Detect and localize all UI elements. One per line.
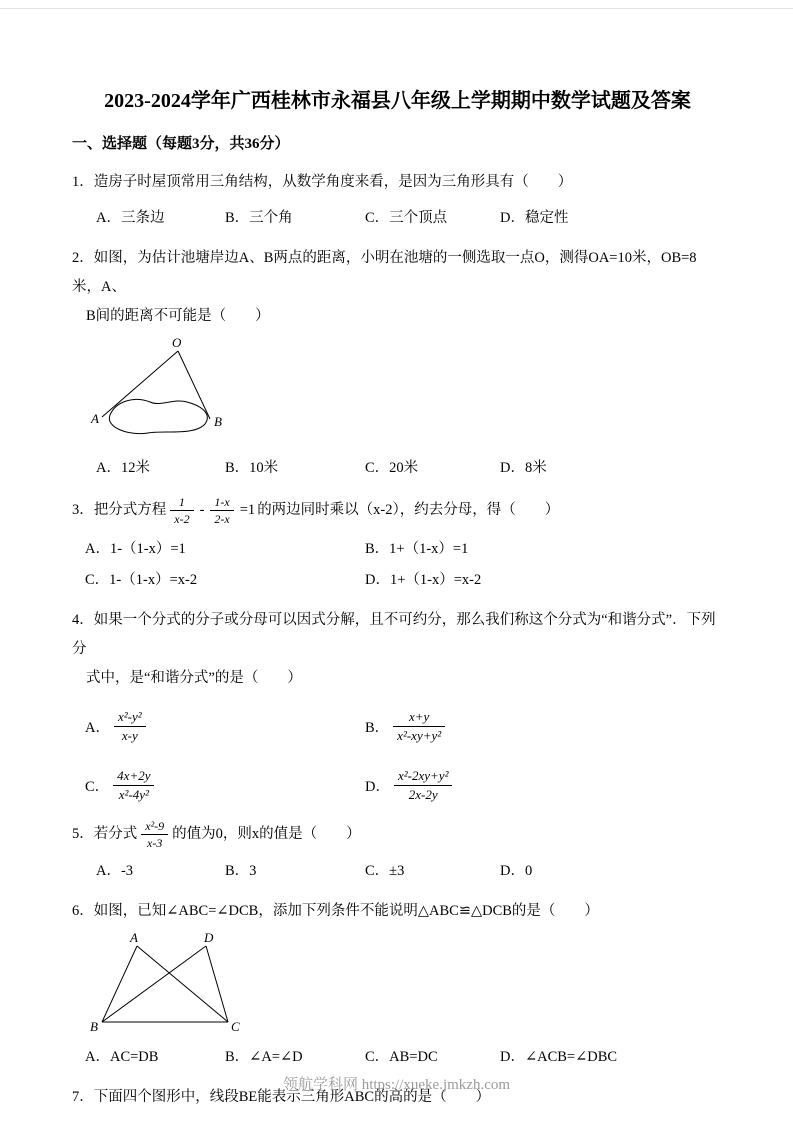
q1-options — [72, 207, 723, 229]
equals-sign: =1 — [239, 502, 256, 518]
q3-option-a: A．1-（1-x）=1 — [85, 541, 186, 557]
q4-option-c-fraction: $\frac{4x+2y}{\text{x²-4y²}}$ — [113, 768, 154, 803]
q5-options — [72, 860, 723, 882]
q5-fraction: $\frac{\text{x²-9}}{x-3}$ — [141, 819, 168, 850]
q4-option-b-label: B． — [365, 720, 390, 736]
pond-figure — [90, 335, 250, 447]
q5-option-b: B．3 — [225, 863, 257, 879]
q1-stem: 1．造房子时屋顶常用三角结构，从数学角度来看，是因为三角形具有（ ） — [72, 174, 573, 190]
q6-option-d: D．∠ACB=∠DBC — [500, 1049, 618, 1065]
q4-stem-line1: 4．如果一个分式的分子或分母可以因式分解，且不可约分，那么我们称这个分式为“和谐分式”．下列分 — [72, 612, 716, 657]
figure-label-A: A — [91, 411, 99, 426]
figure-label-B: B — [90, 1019, 98, 1034]
q5-option-d: D．0 — [500, 863, 533, 879]
q2-option-b: B．10米 — [225, 460, 279, 476]
question-4 — [72, 606, 723, 803]
q1-option-a: A．三条边 — [96, 210, 165, 226]
figure-label-C: C — [231, 1019, 240, 1034]
section-header: 一、选择题（每题3分，共36分） — [72, 136, 290, 152]
q4-option-a — [85, 709, 365, 744]
question-5 — [72, 819, 723, 882]
q4-option-c-label: C． — [85, 779, 110, 795]
q5-stem-suffix: 的值为0，则x的值是（ ） — [172, 826, 361, 842]
q6-stem: 6．如图，已知∠ABC=∠DCB，添加下列条件不能说明△ABC≌△DCB的是（ ） — [72, 903, 599, 919]
q5-stem — [72, 819, 723, 850]
q1-option-b: B．三个角 — [225, 210, 293, 226]
q4-option-d-fraction: $\frac{\text{x²-2xy+y²}}{2x-2y}$ — [394, 768, 452, 803]
page-top-divider — [0, 8, 793, 9]
q3-stem — [72, 495, 723, 526]
q2-stem-line2: B间的距离不可能是（ ） — [86, 308, 270, 324]
q4-option-a-label: A． — [85, 720, 110, 736]
figure-label-D: D — [204, 930, 214, 945]
question-3 — [72, 495, 723, 591]
q4-option-d-label: D． — [365, 779, 390, 795]
minus-sign: - — [199, 502, 205, 518]
page-title: 2023-2024学年广西桂林市永福县八年级上学期期中数学试题及答案 — [104, 90, 691, 112]
figure-label-A: A — [130, 930, 138, 945]
site-watermark: 领航学科网 https://xueke.jmkzh.com — [282, 1077, 511, 1093]
q4-option-d — [365, 768, 723, 803]
q6-option-a: A．AC=DB — [85, 1049, 159, 1065]
question-2 — [72, 244, 723, 479]
question-6 — [72, 897, 723, 1068]
q3-option-b: B．1+（1-x）=1 — [365, 541, 469, 557]
q4-option-a-fraction: $\frac{\text{x²-y²}}{x-y}$ — [114, 709, 146, 744]
q3-option-d: D．1+（1-x）=x-2 — [365, 572, 482, 588]
figure-label-O: O — [172, 335, 182, 350]
q4-option-b-fraction: $\frac{x+y}{\text{x²-xy+y²}}$ — [393, 709, 445, 744]
q4-options — [72, 709, 723, 803]
q3-option-c: C．1-（1-x）=x-2 — [85, 572, 198, 588]
figure-label-B: B — [214, 414, 222, 429]
q3-stem-suffix: 的两边同时乘以（x-2），约去分母，得（ ） — [257, 502, 560, 518]
q6-option-c: C．AB=DC — [365, 1049, 438, 1065]
q2-options — [72, 457, 723, 479]
q3-fraction-2: $\frac{1-x}{2-x}$ — [210, 495, 233, 526]
q3-options — [72, 538, 723, 591]
q3-fraction-1: $\frac{1}{x-2}$ — [170, 495, 193, 526]
q5-option-c: C．±3 — [365, 863, 405, 879]
q2-option-d: D．8米 — [500, 460, 547, 476]
q4-option-b — [365, 709, 723, 744]
q1-option-d: D．稳定性 — [500, 210, 569, 226]
q3-stem-prefix: 3．把分式方程 — [72, 502, 167, 518]
q5-option-a: A．-3 — [96, 863, 134, 879]
q6-options — [72, 1046, 723, 1068]
q6-option-b: B．∠A=∠D — [225, 1049, 303, 1065]
q4-stem-line2: 式中，是“和谐分式”的是（ ） — [86, 670, 302, 686]
q2-stem-line1: 2．如图，为估计池塘岸边A、B两点的距离，小明在池塘的一侧选取一点O，测得OA=10米，OB=8米，A、 — [72, 250, 697, 295]
q2-option-c: C．20米 — [365, 460, 419, 476]
triangles-figure — [90, 930, 250, 1038]
q7-stem: 7．下面四个图形中，线段BE能表示三角形ABC的高的是（ ） — [72, 1089, 491, 1105]
q1-option-c: C．三个顶点 — [365, 210, 448, 226]
q5-stem-prefix: 5．若分式 — [72, 826, 138, 842]
question-1 — [72, 168, 723, 229]
q4-option-c — [85, 768, 365, 803]
q2-option-a: A．12米 — [96, 460, 150, 476]
